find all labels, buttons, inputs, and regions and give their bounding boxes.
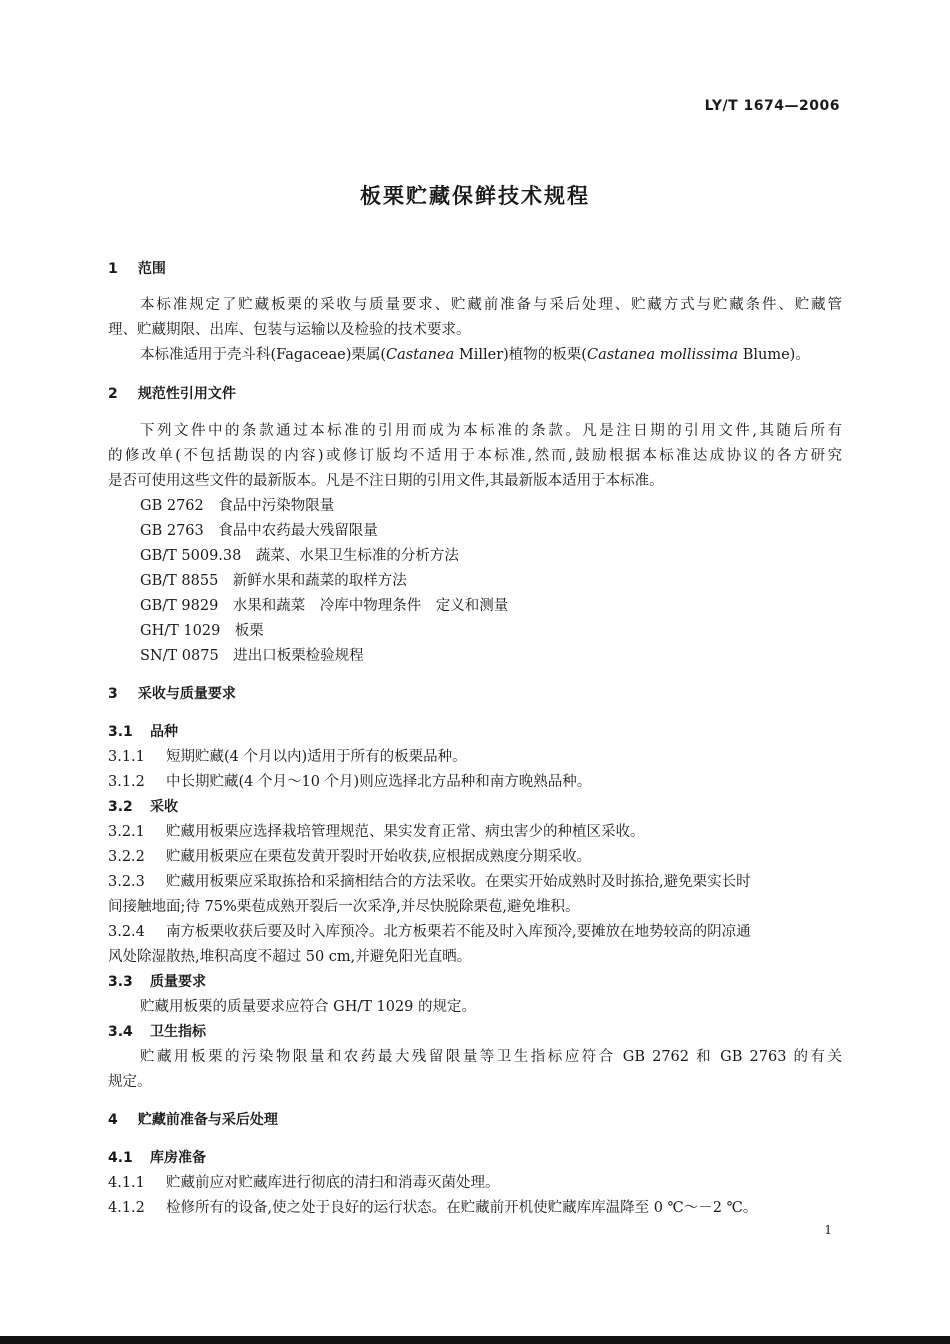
paragraph-line: 下列文件中的条款通过本标准的引用而成为本标准的条款。凡是注日期的引用文件,其随后所有 [140, 423, 842, 439]
paragraph-line: 规定。 [108, 1074, 152, 1090]
subsection-number: 3.1 [108, 724, 133, 740]
clause-number: 3.2.2 [108, 849, 145, 865]
clause-3-1-2 [108, 770, 842, 795]
latin-genus: Castanea [386, 347, 455, 363]
clause-text: 贮藏用板栗应在栗苞发黄开裂时开始收获,应根据成熟度分期采收。 [166, 849, 592, 865]
clause-4-1-1 [108, 1171, 842, 1196]
subsection-title: 库房准备 [150, 1150, 206, 1166]
reference-item: GB/T 5009.38 蔬菜、水果卫生标准的分析方法 [140, 548, 459, 564]
clause-text: 检修所有的设备,使之处于良好的运行状态。在贮藏前开机使贮藏库库温降至 0 ℃～－2 ℃。 [166, 1200, 758, 1216]
section-1-heading [108, 257, 842, 282]
paragraph-line: 的修改单(不包括勘误的内容)或修订版均不适用于本标准,然而,鼓励根据本标准达成协议的各方研究 [108, 448, 842, 464]
paragraph-line [140, 343, 842, 368]
section-number: 4 [108, 1112, 118, 1128]
subsection-number: 3.2 [108, 799, 133, 815]
clause-3-2-4 [108, 920, 842, 945]
clause-4-1-2 [108, 1196, 842, 1221]
paragraph-line: 理、贮藏期限、出库、包装与运输以及检验的技术要求。 [108, 322, 471, 338]
section-2-heading [108, 382, 842, 407]
text-run: Blume)。 [738, 347, 810, 363]
subsection-3-2-heading [108, 795, 842, 820]
paragraph-line: 贮藏用板栗的污染物限量和农药最大残留限量等卫生指标应符合 GB 2762 和 GB 2763 的有关 [140, 1049, 842, 1065]
section-title: 贮藏前准备与采后处理 [137, 1112, 278, 1128]
subsection-3-1-heading [108, 720, 842, 745]
paragraph-line: 是否可使用这些文件的最新版本。凡是不注日期的引用文件,其最新版本适用于本标准。 [108, 473, 664, 489]
reference-item: GH/T 1029 板栗 [140, 623, 264, 639]
section-title: 规范性引用文件 [137, 386, 236, 402]
subsection-3-4-heading [108, 1020, 842, 1045]
subsection-4-1-heading [108, 1146, 842, 1171]
paragraph-line: 风处除湿散热,堆积高度不超过 50 cm,并避免阳光直晒。 [108, 949, 472, 965]
subsection-title: 采收 [150, 799, 178, 815]
subsection-title: 质量要求 [150, 974, 206, 990]
clause-3-2-1 [108, 820, 842, 845]
standard-code: LY/T 1674—2006 [704, 98, 840, 114]
section-title: 采收与质量要求 [137, 686, 236, 702]
clause-number: 3.1.1 [108, 749, 145, 765]
clause-number: 3.2.1 [108, 824, 145, 840]
clause-number: 3.1.2 [108, 774, 145, 790]
section-number: 2 [108, 386, 118, 402]
clause-text: 短期贮藏(4 个月以内)适用于所有的板栗品种。 [166, 749, 467, 765]
page-bottom-edge [0, 1336, 950, 1344]
text-run: Miller)植物的板栗( [454, 347, 587, 363]
subsection-number: 4.1 [108, 1150, 133, 1166]
subsection-title: 品种 [150, 724, 178, 740]
subsection-3-3-heading [108, 970, 842, 995]
section-4-heading [108, 1108, 842, 1133]
clause-text: 中长期贮藏(4 个月～10 个月)则应选择北方品种和南方晚熟品种。 [166, 774, 592, 790]
clause-text: 贮藏前应对贮藏库进行彻底的清扫和消毒灭菌处理。 [166, 1175, 500, 1191]
reference-item: GB/T 8855 新鲜水果和蔬菜的取样方法 [140, 573, 407, 589]
reference-item: GB 2763 食品中农药最大残留限量 [140, 523, 378, 539]
clause-text: 贮藏用板栗应选择栽培管理规范、果实发育正常、病虫害少的种植区采收。 [166, 824, 645, 840]
subsection-title: 卫生指标 [150, 1024, 206, 1040]
clause-text: 南方板栗收获后要及时入库预冷。北方板栗若不能及时入库预冷,要摊放在地势较高的阴凉通 [166, 924, 751, 940]
reference-item: GB 2762 食品中污染物限量 [140, 498, 335, 514]
clause-number: 4.1.1 [108, 1175, 145, 1191]
clause-number: 4.1.2 [108, 1200, 145, 1216]
document-title: 板栗贮藏保鲜技术规程 [360, 184, 590, 208]
reference-item: GB/T 9829 水果和蔬菜 冷库中物理条件 定义和测量 [140, 598, 509, 614]
reference-item: SN/T 0875 进出口板栗检验规程 [140, 648, 364, 664]
section-number: 1 [108, 261, 118, 277]
clause-number: 3.2.3 [108, 874, 145, 890]
clause-number: 3.2.4 [108, 924, 145, 940]
section-3-heading [108, 682, 842, 707]
subsection-number: 3.4 [108, 1024, 133, 1040]
latin-species: Castanea mollissima [586, 347, 739, 363]
section-number: 3 [108, 686, 118, 702]
paragraph-line: 贮藏用板栗的质量要求应符合 GH/T 1029 的规定。 [140, 999, 477, 1015]
text-run: 本标准适用于壳斗科(Fagaceae)栗属( [140, 347, 387, 363]
clause-text: 贮藏用板栗应采取拣拾和采摘相结合的方法采收。在栗实开始成熟时及时拣拾,避免栗实长时 [166, 874, 751, 890]
section-title: 范围 [137, 261, 166, 277]
subsection-number: 3.3 [108, 974, 133, 990]
paragraph-line: 间接触地面;待 75%栗苞成熟开裂后一次采净,并尽快脱除栗苞,避免堆积。 [108, 899, 580, 915]
clause-3-2-2 [108, 845, 842, 870]
clause-3-1-1 [108, 745, 842, 770]
paragraph-line: 本标准规定了贮藏板栗的采收与质量要求、贮藏前准备与采后处理、贮藏方式与贮藏条件、贮藏管 [140, 297, 842, 313]
clause-3-2-3 [108, 870, 842, 895]
page-number: 1 [824, 1223, 832, 1237]
